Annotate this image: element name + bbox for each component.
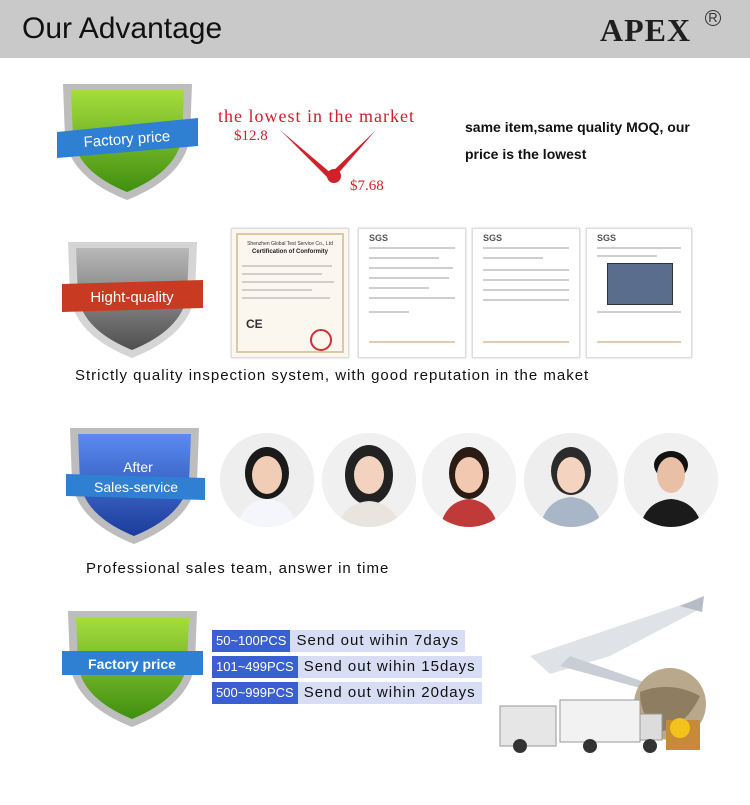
- ribbon-label: Factory price: [83, 127, 171, 152]
- certificate-issuer: Shenzhen Global Test Service Co., Ltd: [247, 241, 333, 247]
- sales-caption: Professional sales team, answer in time: [86, 560, 390, 577]
- sgs-report-1: [358, 228, 466, 358]
- delivery-row: [212, 656, 482, 678]
- certificate-title: Certification of Conformity: [252, 249, 328, 255]
- ce-mark: CE: [246, 317, 263, 331]
- delivery-row: [212, 682, 482, 704]
- avatar: [322, 433, 416, 527]
- delivery-time: Send out wihin 15days: [298, 656, 482, 678]
- sgs-report-2: [472, 228, 580, 358]
- avatar: [422, 433, 516, 527]
- page-title: Our Advantage: [22, 12, 223, 45]
- badge-line-1: After: [123, 459, 153, 475]
- delivery-time: Send out wihin 20days: [298, 682, 482, 704]
- avatar: [624, 433, 718, 527]
- after-sales-shield-icon: [62, 422, 207, 547]
- sgs-logo: SGS: [597, 233, 617, 243]
- stamp-icon: [310, 329, 332, 351]
- delivery-qty: 500~999PCS: [212, 682, 298, 704]
- badge-line-2: Sales-service: [93, 479, 179, 495]
- delivery-row: [212, 630, 465, 652]
- delivery-qty: 50~100PCS: [212, 630, 290, 652]
- sgs-logo: SGS: [369, 233, 389, 243]
- ce-certificate: [231, 228, 349, 358]
- product-photo: [607, 263, 673, 305]
- logo-text: APEX: [600, 12, 692, 48]
- delivery-time: Send out wihin 7days: [290, 630, 465, 652]
- ribbon-label: Factory price: [88, 656, 176, 672]
- registered-mark: R: [705, 10, 721, 26]
- avatar: [220, 433, 314, 527]
- price-description: same item,same quality MOQ, our price is the lowest: [465, 119, 690, 162]
- transport-illustration-icon: [490, 596, 712, 756]
- ribbon-label: Hight-quality: [90, 289, 174, 306]
- factory-price-shield-icon: [55, 78, 200, 203]
- lowest-headline: the lowest in the market: [218, 106, 415, 126]
- price-low: $7.68: [350, 178, 384, 194]
- factory-price-shield-icon: [60, 605, 205, 730]
- quality-caption: Strictly quality inspection system, with good reputation in the maket: [75, 367, 590, 384]
- sgs-logo: SGS: [483, 233, 503, 243]
- header-bar: [0, 0, 750, 58]
- high-quality-shield-icon: [60, 236, 205, 361]
- sgs-report-3: [586, 228, 692, 358]
- avatar: [524, 433, 618, 527]
- delivery-qty: 101~499PCS: [212, 656, 298, 678]
- price-high: $12.8: [234, 128, 268, 144]
